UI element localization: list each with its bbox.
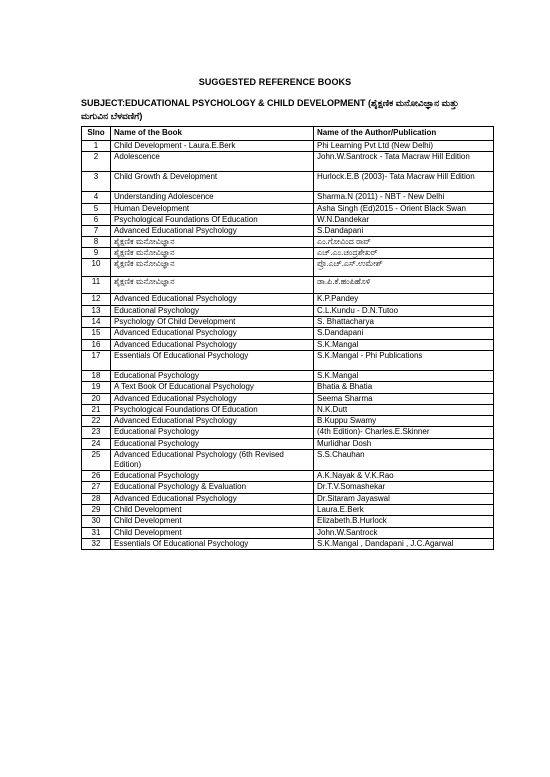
header-slno: Slno: [82, 127, 111, 141]
row-number: 13: [82, 305, 111, 316]
author-publication: W.N.Dandekar: [314, 214, 494, 225]
table-row: [82, 259, 494, 277]
row-number: 16: [82, 339, 111, 350]
book-name: Advanced Educational Psychology: [111, 493, 314, 504]
row-number: 5: [82, 203, 111, 214]
reference-books-table: [81, 126, 494, 550]
author-publication: A.K.Nayak & V.K.Rao: [314, 471, 494, 482]
author-publication: S.K.Mangal - Phi Publications: [314, 350, 494, 370]
book-name: Educational Psychology: [111, 438, 314, 449]
book-name: Advanced Educational Psychology (6th Revised Edition): [111, 450, 314, 471]
book-name: Advanced Educational Psychology: [111, 416, 314, 427]
book-name: Advanced Educational Psychology: [111, 393, 314, 404]
table-row: [82, 516, 494, 527]
book-name: Essentials Of Educational Psychology: [111, 538, 314, 549]
row-number: 26: [82, 471, 111, 482]
author-publication: S.K.Mangal: [314, 339, 494, 350]
book-name: Advanced Educational Psychology: [111, 339, 314, 350]
author-publication: S.K.Mangal , Dandapani , J.C.Agarwal: [314, 538, 494, 549]
book-name: Educational Psychology: [111, 427, 314, 438]
table-row: [82, 248, 494, 259]
row-number: 9: [82, 248, 111, 259]
author-publication: ಎಚ್.ಎಂ.ಚಂದ್ರಶೇಖರ್: [314, 248, 494, 259]
table-row: [82, 277, 494, 294]
table-row: [82, 493, 494, 504]
row-number: 17: [82, 350, 111, 370]
author-publication: Hurlock.E.B (2003)- Tata Macraw Hill Edition: [314, 172, 494, 192]
book-name: Psychological Foundations Of Education: [111, 214, 314, 225]
author-publication: ಎಂ.ಗೋವಿಂದ ರಾವ್: [314, 237, 494, 248]
book-name: Understanding Adolescence: [111, 192, 314, 203]
row-number: 15: [82, 328, 111, 339]
row-number: 7: [82, 226, 111, 237]
author-publication: S.S.Chauhan: [314, 450, 494, 471]
book-name: Educational Psychology: [111, 471, 314, 482]
row-number: 14: [82, 317, 111, 328]
book-name: Educational Psychology: [111, 305, 314, 316]
table-row: [82, 427, 494, 438]
author-publication: Seema Sharma: [314, 393, 494, 404]
table-row: [82, 416, 494, 427]
book-name: Human Development: [111, 203, 314, 214]
author-publication: S.Dandapani: [314, 328, 494, 339]
table-row: [82, 504, 494, 515]
row-number: 32: [82, 538, 111, 549]
book-name: Advanced Educational Psychology: [111, 226, 314, 237]
table-row: [82, 339, 494, 350]
row-number: 24: [82, 438, 111, 449]
table-row: [82, 172, 494, 192]
book-name: Advanced Educational Psychology: [111, 328, 314, 339]
table-row: [82, 305, 494, 316]
table-row: [82, 152, 494, 172]
book-name: ಶೈಕ್ಷಣಿಕ ಮನೋವಿಜ್ಞಾನ: [111, 259, 314, 277]
row-number: 10: [82, 259, 111, 277]
author-publication: S. Bhattacharya: [314, 317, 494, 328]
table-row: [82, 382, 494, 393]
row-number: 2: [82, 152, 111, 172]
subject-line-2: ಮಗುವಿನ ಬೆಳವಣಿಗೆ): [81, 111, 143, 121]
author-publication: Elizabeth.B.Hurlock: [314, 516, 494, 527]
book-name: ಶೈಕ್ಷಣಿಕ ಮನೋವಿಜ್ಞಾನ: [111, 277, 314, 294]
author-publication: N.K.Dutt: [314, 404, 494, 415]
header-author-publication: Name of the Author/Publication: [314, 127, 494, 141]
author-publication: Asha Singh (Ed)2015 - Orient Black Swan: [314, 203, 494, 214]
book-name: Psychological Foundations Of Education: [111, 404, 314, 415]
table-row: [82, 237, 494, 248]
row-number: 22: [82, 416, 111, 427]
row-number: 23: [82, 427, 111, 438]
table-row: [82, 214, 494, 225]
table-row: [82, 328, 494, 339]
table-row: [82, 317, 494, 328]
book-name: Child Development: [111, 527, 314, 538]
table-row: [82, 538, 494, 549]
table-row: [82, 438, 494, 449]
row-number: 1: [82, 141, 111, 152]
table-row: [82, 393, 494, 404]
book-name: Child Growth & Development: [111, 172, 314, 192]
table-row: [82, 370, 494, 381]
author-publication: Bhatia & Bhatia: [314, 382, 494, 393]
author-publication: S.Dandapani: [314, 226, 494, 237]
book-name: Psychology Of Child Development: [111, 317, 314, 328]
author-publication: Murlidhar Dosh: [314, 438, 494, 449]
row-number: 29: [82, 504, 111, 515]
row-number: 3: [82, 172, 111, 192]
table-row: [82, 203, 494, 214]
table-row: [82, 527, 494, 538]
table-row: [82, 482, 494, 493]
author-publication: Laura.E.Berk: [314, 504, 494, 515]
subject-line-1: SUBJECT:EDUCATIONAL PSYCHOLOGY & CHILD DEVELOPMENT (ಶೈಕ್ಷಣಿಕ ಮನೋವಿಜ್ಞಾನ ಮತ್ತು: [81, 98, 459, 108]
author-publication: B.Kuppu Swamy: [314, 416, 494, 427]
row-number: 6: [82, 214, 111, 225]
book-name: Educational Psychology & Evaluation: [111, 482, 314, 493]
page-title: SUGGESTED REFERENCE BOOKS: [198, 77, 352, 87]
table-row: [82, 294, 494, 305]
row-number: 4: [82, 192, 111, 203]
book-name: ಶೈಕ್ಷಣಿಕ ಮನೋವಿಜ್ಞಾನ: [111, 248, 314, 259]
book-name: Child Development: [111, 504, 314, 515]
author-publication: K.P.Pandey: [314, 294, 494, 305]
row-number: 19: [82, 382, 111, 393]
row-number: 21: [82, 404, 111, 415]
table-row: [82, 141, 494, 152]
row-number: 31: [82, 527, 111, 538]
table-row: [82, 404, 494, 415]
book-name: Child Development: [111, 516, 314, 527]
book-name: A Text Book Of Educational Psychology: [111, 382, 314, 393]
table-header-row: [82, 127, 494, 141]
table-row: [82, 350, 494, 370]
row-number: 8: [82, 237, 111, 248]
book-name: ಶೈಕ್ಷಣಿಕ ಮನೋವಿಜ್ಞಾನ: [111, 237, 314, 248]
row-number: 20: [82, 393, 111, 404]
row-number: 18: [82, 370, 111, 381]
row-number: 11: [82, 277, 111, 294]
row-number: 25: [82, 450, 111, 471]
author-publication: S.K.Mangal: [314, 370, 494, 381]
book-name: Child Development - Laura.E.Berk: [111, 141, 314, 152]
book-name: Essentials Of Educational Psychology: [111, 350, 314, 370]
author-publication: ಪ್ರೊ.ಎಚ್.ಎಸ್.ಉಮೇಶ್: [314, 259, 494, 277]
book-name: Adolescence: [111, 152, 314, 172]
row-number: 30: [82, 516, 111, 527]
author-publication: C.L.Kundu - D.N.Tutoo: [314, 305, 494, 316]
book-name: Educational Psychology: [111, 370, 314, 381]
author-publication: Phi Learning Pvt Ltd (New Delhi): [314, 141, 494, 152]
book-name: Advanced Educational Psychology: [111, 294, 314, 305]
author-publication: Dr.Sitaram Jayaswal: [314, 493, 494, 504]
row-number: 12: [82, 294, 111, 305]
author-publication: John.W.Santrock: [314, 527, 494, 538]
table-row: [82, 226, 494, 237]
row-number: 28: [82, 493, 111, 504]
table-row: [82, 471, 494, 482]
author-publication: Dr.T.V.Somashekar: [314, 482, 494, 493]
header-book-name: Name of the Book: [111, 127, 314, 141]
table-row: [82, 450, 494, 471]
subject-heading: [81, 97, 481, 123]
row-number: 27: [82, 482, 111, 493]
author-publication: John.W.Santrock - Tata Macraw Hill Edition: [314, 152, 494, 172]
author-publication: ಡಾ.ಪಿ.ಕೆ.ಹಂಪಿಹೊಳಿ: [314, 277, 494, 294]
author-publication: (4th Edition)- Charles.E.Skinner: [314, 427, 494, 438]
author-publication: Sharma.N (2011) - NBT - New Delhi: [314, 192, 494, 203]
table-row: [82, 192, 494, 203]
